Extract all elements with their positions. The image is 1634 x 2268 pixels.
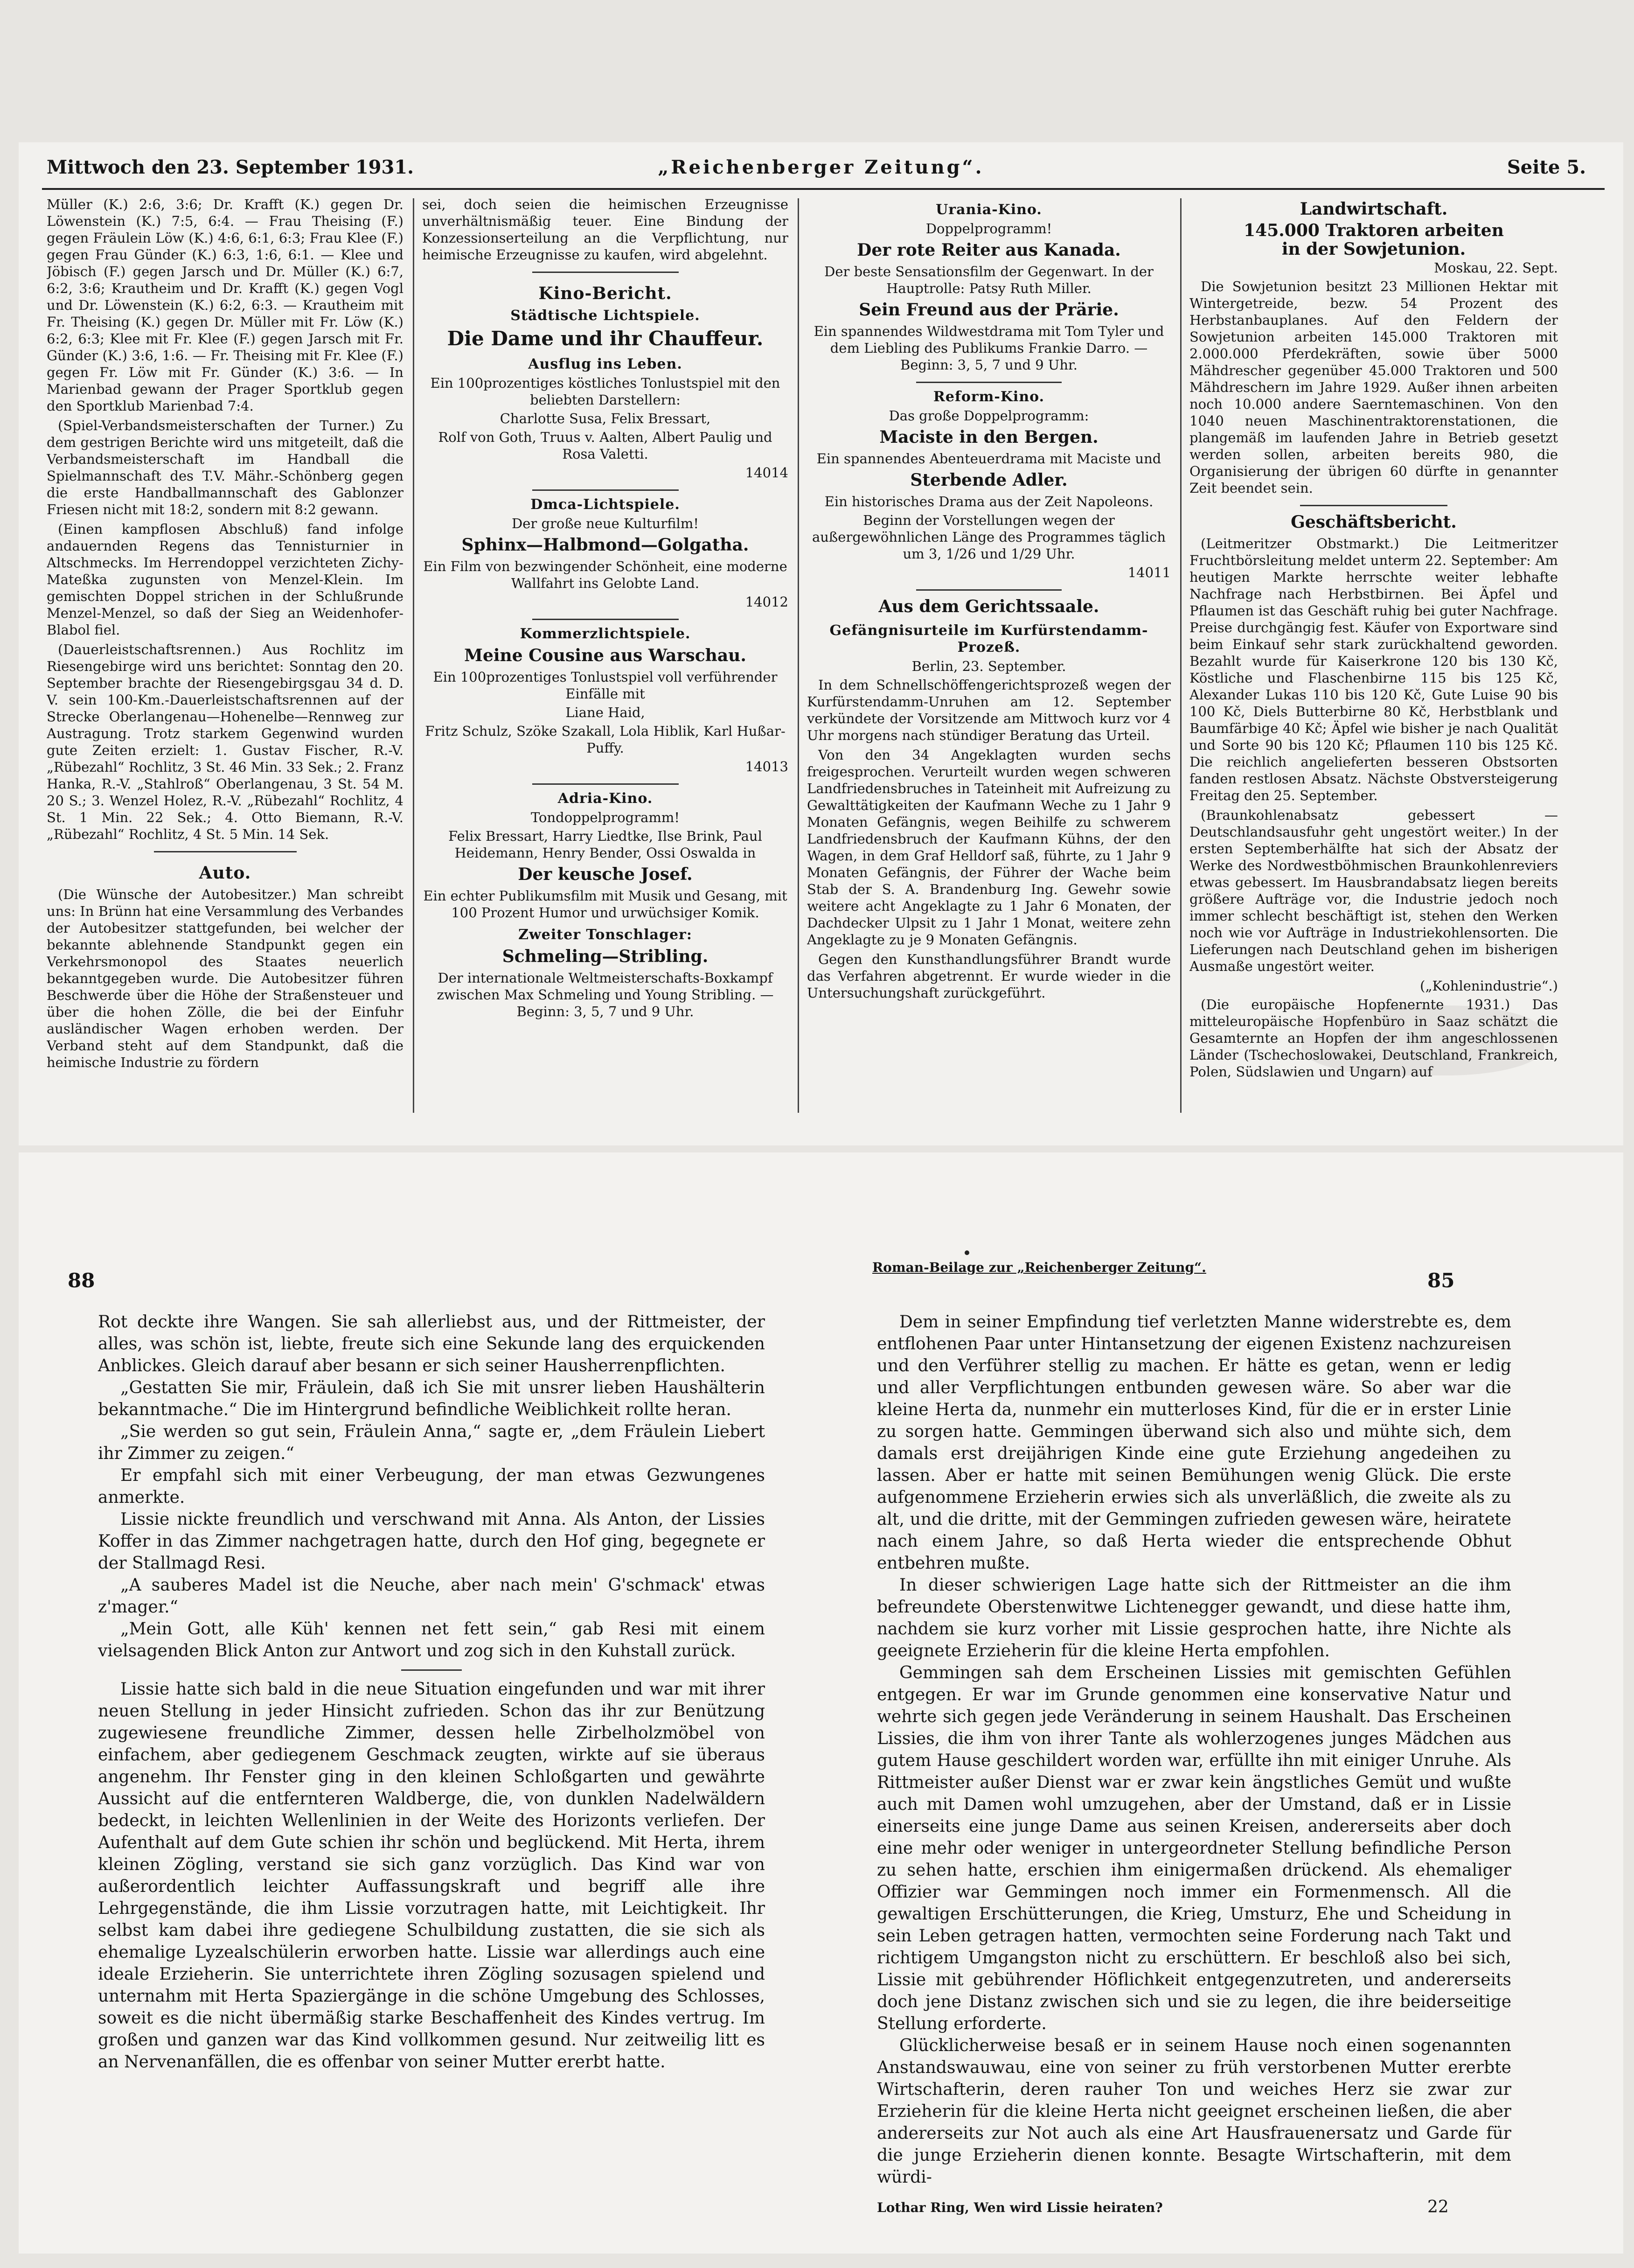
article-cycling-race: (Dauerleistschaftsrennen.) Aus Rochlitz im Riesengebirge wird uns berichtet: Sonntag den 20. September brachte der Riesengebirgsgau 34 d. D. V. sein 100-Km.-Dauerleistschaftsrennen auf der Strecke Oberlangenau—Hohenelbe—Rennweg zur Austragung. Trotz starkem Gegenwind wurden gute Zeiten erzielt: 1. Gustav Fischer, R.-V. „Rübezahl“ Rochlitz, 3 St. 46 Min. 33 Sek.; 2. Franz Hanka, R.-V. „Stahlroß“ Oberlangenau, 3 St. 54 M. 20 S.; 3. Wenzel Holez, R.-V. „Rübezahl“ Rochlitz, 4 St. 1 Min. 22 Sek.; 4. Otto Biemann, R.-V. „Rübezahl“ Rochlitz, 4 St. 5 Min. 14 Sek. xyxy=(47,642,403,842)
article-paragraph: In dem Schnellschöffengerichtsprozeß wegen der Kurfürstendamm-Unruhen am 12. September verkündete der Vorsitzende am Mittwoch kurz vor 4 Uhr morgens nach stündiger Beratung das Urteil. xyxy=(807,677,1171,743)
film-description: Ein spannendes Abenteuerdrama mit Maciste und xyxy=(816,451,1161,467)
section-rule xyxy=(532,783,679,785)
article-headline: Gefängnisurteile im Kurfürstendamm-Prozeß. xyxy=(829,622,1148,656)
ad-number: 14011 xyxy=(1127,565,1171,580)
film-title: Die Dame und ihr Chauffeur. xyxy=(447,327,764,350)
section-title-agriculture: Landwirtschaft. xyxy=(1300,199,1448,219)
print-mark xyxy=(965,1250,969,1255)
venue-adria: Adria-Kino. xyxy=(557,790,653,807)
masthead-rule xyxy=(42,188,1605,190)
film-title: Sphinx—Halbmond—Golgatha. xyxy=(461,535,749,555)
article-continuation: sei, doch seien die heimischen Erzeugnisse unverhältnismäßig teuer. Eine Bindung der Konzessionserteilung an die Verpflichtung, nur heimische Erzeugnisse zu kaufen, wird abgelehnt. xyxy=(422,196,788,263)
section-title-business: Geschäftsbericht. xyxy=(1291,512,1457,532)
film-description: Ein 100prozentiges Tonlustspiel voll verführender Einfälle mit xyxy=(433,669,778,702)
venue-staedtische: Städtische Lichtspiele. xyxy=(510,307,700,324)
novel-page-right xyxy=(877,1311,1511,2188)
section-title-kino: Kino-Bericht. xyxy=(538,284,672,303)
page-number: Seite 5. xyxy=(1507,156,1586,178)
article-handball: (Spiel-Verbandsmeisterschaften der Turner.) Zu dem gestrigen Berichte wird uns mitgeteilt, daß die Verbandsmeisterschaft im Handball die Spielmannschaft des T.V. Mähr.-Schönberg gegen die erste Handballmannschaft des Gablonzer Friesen nicht mit 18:2, sondern mit 8:2 gewann. xyxy=(47,418,403,517)
section-rule xyxy=(532,272,679,273)
article-tennis-results: Müller (K.) 2:6, 3:6; Dr. Krafft (K.) gegen Dr. Löwenstein (K.) 7:5, 6:4. — Frau Theising (F.) gegen Fräulein Löw (K.) 4:6, 6:1, 6:3; Frau Klee (F.) gegen Frau Günder (K.) 6:3, 1:6, 6:1. — Klee und Jöbisch (F.) gegen Jarsch und Dr. Müller (K.) 6:7, 6:2, 3:6; Krautheim und Dr. Krafft (K.) gegen Vogl und Dr. Löwenstein (K.) 6:2, 6:3. — Krautheim mit Fr. Theising (K.) gegen Dr. Müller mit Fr. Löw (K.) 6:2, 6:3; Klee mit Fr. Klee (F.) gegen Jarsch mit Fr. Günder (K.) 3:6, 1:6. — Fr. Theising mit Fr. Klee (F.) gegen Fr. Löw mit Fr. Günder (K.) 3:6. — In Marienbad gewann der Prager Sportklub gegen den Sportklub Marienbad 7:4. xyxy=(47,196,403,414)
venue-dmca: Dmca-Lichtspiele. xyxy=(530,496,680,513)
film-subtitle: Ausflug ins Leben. xyxy=(528,356,682,372)
section-title-court: Aus dem Gerichtssaale. xyxy=(878,597,1099,616)
supplement-header: Roman-Beilage zur „Reichenberger Zeitung“. xyxy=(872,1260,1206,1275)
newspaper-title: „Reichenberger Zeitung“. xyxy=(658,156,984,178)
film-description: Ein 100prozentiges köstliches Tonlustspiel mit den beliebten Darstellern: xyxy=(430,375,780,408)
article-tennis-tournament: (Einen kampflosen Abschluß) fand infolge andauernden Regens das Tennisturnier in Altschmecks. Im Herrendoppel verzichteten Zichy-Mateßka zugunsten von Menzel-Klein. Im gemischten Doppel strichen in der Schlußrunde Menzel-Menzel, so daß der Sieg an Weidenhofer-Blabol fiel. xyxy=(47,521,403,638)
ad-number: 14012 xyxy=(745,594,788,610)
page-number-left: 88 xyxy=(68,1269,95,1292)
film-title: Meine Cousine aus Warschau. xyxy=(464,646,746,665)
column-divider xyxy=(413,198,414,1113)
film-title: Der keusche Josef. xyxy=(518,865,693,884)
novel-paragraph: „Gestatten Sie mir, Fräulein, daß ich Sie mit unsrer lieben Haushälterin bekanntmache.“ Die im Hintergrund befindliche Weiblichkeit rollte heran. xyxy=(98,1378,765,1419)
source-tag: („Kohlenindustrie“.) xyxy=(1420,978,1558,994)
article-tractors: Die Sowjetunion besitzt 23 Millionen Hektar mit Wintergetreide, bezw. 54 Prozent des Herbstanbauplanes. Auf den Feldern der Sowjetunion arbeiten 145.000 Traktoren mit 2.000.000 Pferdekräften, sowie über 5000 Mähdrescher gegenüber 45.000 Traktoren und 500 Mähdreschern im Jahre 1929. Außer ihnen arbeiten noch 10.000 andere Saerntemaschinen. Von den 1040 neuen Maschinentraktorenstationen, die plangemäß im laufenden Jahre in Betrieb gesetzt werden sollen, arbeiten bereits 980, die Organisierung der übrigen 60 dürfte in genannter Zeit beendet sein. xyxy=(1189,279,1558,496)
film-intro: Doppelprogramm! xyxy=(925,221,1052,237)
ink-blot xyxy=(1301,1005,1544,1075)
film-cast: Felix Bressart, Harry Liedtke, Ilse Brink, Paul Heidemann, Henry Bender, Ossi Oswalda in xyxy=(448,828,762,861)
venue-kommerz: Kommerzlichtspiele. xyxy=(520,626,691,642)
article-coal: (Braunkohlenabsatz gebessert — Deutschlandsausfuhr geht ungestört weiter.) In der ersten Septemberhälfte hat sich der Absatz der Werke des Nordwestböhmischen Braunkohlenreviers etwas gebessert. Im Hausbrandabsatz liegen bereits größere Aufträge vor, die Industrie jedoch noch immer schlecht beschäftigt ist, stehen den Werken noch wie vor Aufträge in Industriekohlensorten. Die Lieferungen nach Deutschland gehen im bisherigen Ausmaße ungestört weiter. xyxy=(1189,807,1558,974)
column-divider xyxy=(798,198,799,1113)
novel-paragraph: Lissie nickte freundlich und verschwand mit Anna. Als Anton, der Lissies Koffer in das Zimmer nachgetragen hatte, durch den Hof ging, begegnete er der Stallmagd Resi. xyxy=(98,1510,765,1573)
venue-reform: Reform-Kino. xyxy=(933,389,1045,405)
film-title: Maciste in den Bergen. xyxy=(879,427,1099,447)
column-cinema xyxy=(422,196,788,1120)
film-cast: Rolf von Goth, Truus v. Aalten, Albert Paulig und Rosa Valetti. xyxy=(438,429,772,462)
novel-paragraph: Er empfahl sich mit einer Verbeugung, der man etwas Gezwungenes anmerkte. xyxy=(98,1466,765,1507)
supplement-footer: Lothar Ring, Wen wird Lissie heiraten? xyxy=(877,2200,1163,2215)
novel-paragraph: In dieser schwierigen Lage hatte sich der Rittmeister an die ihm befreundete Oberstenwitwe Lichtenegger gewandt, und diese hatte ihm, nachdem sie kurz vorher mit Lissie gesprochen hatte, ihre Nichte als geeignete Erzieherin für die kleine Herta empfohlen. xyxy=(877,1576,1511,1661)
novel-page-left xyxy=(98,1311,765,2073)
scene-break xyxy=(401,1669,462,1671)
venue-urania: Urania-Kino. xyxy=(936,202,1042,218)
novel-paragraph: Gemmingen sah dem Erscheinen Lissies mit gemischten Gefühlen entgegen. Er war im Grunde genommen eine konservative Natur und wehrte sich gegen jede Veränderung in seinem Haushalt. Das Erscheinen Lissies, die ihm von ihrer Tante als wohlerzogenes junges Mädchen aus gutem Hause geschildert worden war, erfüllte ihn mit einiger Unruhe. Als Rittmeister außer Dienst war er zwar kein ängstliches Gemüt und wußte auch mit Damen wohl umzugehen, aber der Umstand, daß er in Lissie einerseits eine junge Dame aus seinen Kreisen, andererseits aber doch eine mehr oder weniger in untergeordneter Stellung befindliche Person zu sehen hatte, erschien ihm einigermaßen drückend. Als ehemaliger Offizier war Gemmingen noch immer ein Formenmensch. All die gewaltigen Erschütterungen, die Krieg, Umsturz, Ehe und Scheidung in sein Leben getragen hatten, vermochten seine Forderung nach Takt und richtigem Umgangston nicht zu erschüttern. Er beschloß also bei sich, Lissie mit gebührender Höflichkeit entgegenzutreten, und andererseits doch jene Distanz zwischen sich und sie zu legen, die ihre beiderseitige Stellung erforderte. xyxy=(877,1663,1511,2033)
article-hops: (Die europäische Hopfenernte 1931.) Das mitteleuropäische Hopfenbüro in Saaz schätzt die Gesamternte an Hopfen der ihm angeschlossenen Länder (Tschechoslowakei, Deutschland, Frankreich, Polen, Südslawien und Ungarn) auf xyxy=(1189,997,1558,1080)
novel-paragraph: Dem in seiner Empfindung tief verletzten Manne widerstrebte es, dem entflohenen Paar unter Hintansetzung der eigenen Existenz nachzureisen und den Verführer stellig zu machen. Er hätte es getan, wenn er ledig und aller Verpflichtungen entbunden gewesen wäre. So aber war die kleine Herta da, nunmehr ein mutterloses Kind, für die er in erster Linie zu sorgen hatte. Gemmingen überwand sich also und mühte sich, dem damals erst dreijährigen Kinde eine gute Erziehung angedeihen zu lassen. Aber er hatte mit seinen Bemühungen wenig Glück. Die erste aufgenommene Erzieherin erwies sich als unverläßlich, die zweite als zu alt, und die dritte, mit der Gemmingen zufrieden gewesen wäre, heiratete nach einem Jahre, so daß Herta wieder die entsprechende Obhut entbehren mußte. xyxy=(877,1312,1511,1573)
ad-number: 14013 xyxy=(745,759,788,775)
article-autobesitzer: (Die Wünsche der Autobesitzer.) Man schreibt uns: In Brünn hat eine Versammlung des Verbandes der Autobesitzer stattgefunden, bei welcher der bekannte ablehnende Standpunkt gegen ein Verkehrsmonopol des Staates neuerlich bekanntgegeben wurde. Die Autobesitzer führen Beschwerde über die Höhe der Straßensteuer und über die hohen Zölle, die bei der Einfuhr ausländischer Wagen erhoben werden. Der Verband steht auf dem Standpunkt, daß die heimische Industrie zu fördern xyxy=(47,886,403,1070)
film-intro: Der große neue Kulturfilm! xyxy=(512,516,699,531)
film-note: Beginn der Vorstellungen wegen der außergewöhnlichen Länge des Programmes täglich um 3, 1/26 und 1/29 Uhr. xyxy=(812,512,1166,562)
film-cast: Fritz Schulz, Szöke Szakall, Lola Hiblik, Karl Hußar-Puffy. xyxy=(425,723,786,756)
section-rule xyxy=(1300,505,1447,506)
section-rule xyxy=(532,619,679,620)
film-description: Ein spannendes Wildwestdrama mit Tom Tyler und dem Liebling des Publikums Frankie Darro. — Beginn: 3, 5, 7 und 9 Uhr. xyxy=(814,323,1164,373)
article-headline: 145.000 Traktoren arbeiten xyxy=(1244,221,1504,240)
page-number-right: 85 xyxy=(1427,1269,1455,1292)
sheet-number: 22 xyxy=(1427,2198,1449,2217)
film-description: Ein echter Publikumsfilm mit Musik und Gesang, mit 100 Prozent Humor und urwüchsiger Komik. xyxy=(423,888,787,921)
film-description: Ein Film von bezwingender Schönheit, eine moderne Wallfahrt ins Gelobte Land. xyxy=(423,558,787,591)
film-title: Der rote Reiter aus Kanada. xyxy=(857,240,1121,260)
film-title: Sterbende Adler. xyxy=(910,470,1068,490)
section-rule xyxy=(916,382,1062,383)
novel-paragraph: „Sie werden so gut sein, Fräulein Anna,“ sagte er, „dem Fräulein Liebert ihr Zimmer zu zeigen.“ xyxy=(98,1422,765,1463)
column-economy xyxy=(1189,196,1558,1120)
film-cast: Charlotte Susa, Felix Bressart, xyxy=(500,411,711,426)
film-description: Ein historisches Drama aus der Zeit Napoleons. xyxy=(824,494,1154,509)
novel-paragraph: Glücklicherweise besaß er in seinem Hause noch einen sogenannten Anstandswauwau, eine von seiner zu früh verstorbenen Mutter ererbte Wirtschafterin, deren rauher Ton und weiches Herz sie zwar zur Erzieherin für die kleine Herta nicht geeignet erscheinen ließen, die aber andererseits zur Not auch als eine Art Hausfrauenersatz und Garde für die junge Erzieherin dienen konnte. Besagte Wirtschafterin, mit dem würdi- xyxy=(877,2036,1511,2187)
dateline: Moskau, 22. Sept. xyxy=(1434,260,1558,276)
newspaper-page xyxy=(19,142,1623,1145)
novel-supplement-sheet xyxy=(19,1152,1623,2254)
film-intro: Zweiter Tonschlager: xyxy=(518,927,692,943)
film-intro: Tondoppelprogramm! xyxy=(530,810,680,825)
issue-date: Mittwoch den 23. September 1931. xyxy=(47,156,414,178)
film-title: Schmeling—Stribling. xyxy=(502,947,709,966)
dateline: Berlin, 23. September. xyxy=(911,658,1066,674)
column-cinema-court xyxy=(807,196,1171,1120)
film-cast: Liane Haid, xyxy=(565,705,645,720)
film-description: Der internationale Weltmeisterschafts-Boxkampf zwischen Max Schmeling und Young Stribling. — Beginn: 3, 5, 7 und 9 Uhr. xyxy=(437,970,774,1019)
ad-number: 14014 xyxy=(745,465,788,481)
article-paragraph: Von den 34 Angeklagten wurden sechs freigesprochen. Verurteilt wurden wegen schweren Landfriedensbruches in Tateinheit mit Aufreizung zu Gewalttätigkeiten der Kaufmann Weche zu 1 Jahr 9 Monaten Gefängnis, wegen Beihilfe zu schwerem Landfriedensbruch der Kaufmann Kühns, der den Wagen, in dem Graf Helldorf saß, führte, zu 1 Jahr 9 Monaten Gefängnis, der Führer der Wache beim Stab der S. A. Brandenburg Ing. Gewehr sowie weitere acht Angeklagte zu 1 Jahr 6 Monaten, der Dachdecker Ulpsit zu 1 Jahr 1 Monat, weitere zehn Angeklagte zu je 9 Monaten Gefängnis. xyxy=(807,747,1171,948)
novel-paragraph: „A sauberes Madel ist die Neuche, aber nach mein' G'schmack' etwas z'mager.“ xyxy=(98,1576,765,1617)
column-sports xyxy=(47,196,403,1120)
article-fruit-market: (Leitmeritzer Obstmarkt.) Die Leitmeritzer Fruchtbörsleitung meldet unterm 22. September: Am heutigen Markte herrschte weiter lebhafte Nachfrage nach Herbstbirnen. Bei Äpfel und Pflaumen ist das Geschäft ruhig bei guter Nachfrage. Preise durchgängig fest. Käufer von Exportware sind beim Einkauf sehr stark zurückhaltend geworden. Bezahlt wurde für Kaiserkrone 120 bis 130 Kč, Köstliche und Flaschenbirne 115 bis 125 Kč, Alexander Lukas 110 bis 120 Kč, Gute Luise 90 bis 100 Kč, Diels Butterbirne 80 Kč, Herbstblank und Baumfärbige 40 Kč; Äpfel wie bisher je nach Qualität und Sorte 90 bis 120 Kč; Pflaumen 110 bis 125 Kč. Die reichlich angelieferten besseren Obstsorten fanden restlosen Absatz. Nächste Obstversteigerung Freitag den 25. September. xyxy=(1189,536,1558,803)
film-intro: Das große Doppelprogramm: xyxy=(889,408,1089,424)
section-title-auto: Auto. xyxy=(199,863,251,883)
section-rule xyxy=(532,489,679,491)
novel-paragraph: Rot deckte ihre Wangen. Sie sah allerliebst aus, und der Rittmeister, der alles, was schön ist, liebte, freute sich eine Sekunde lang des erquickenden Anblickes. Gleich darauf aber besann er sich seiner Hausherrenpflichten. xyxy=(98,1312,765,1375)
novel-paragraph: Lissie hatte sich bald in die neue Situation eingefunden und war mit ihrer neuen Stellung in jeder Hinsicht zufrieden. Schon das ihr zur Benützung zugewiesene freundliche Zimmer, dessen helle Zirbelholzmöbel von einfachem, aber gediegenem Geschmack zeugten, wirkte auf sie überaus angenehm. Ihr Fenster ging in den kleinen Schloßgarten und gewährte Aussicht auf die entfernteren Waldberge, die, von dunklen Nadelwäldern bedeckt, in leichten Wellenlinien in der Weite des Horizonts verliefen. Der Aufenthalt auf dem Gute schien ihr schön und beglückend. Mit Herta, ihrem kleinen Zögling, verstand sie sich ganz vorzüglich. Das Kind war von außerordentlich leichter Auffassungskraft und begriff alle ihre Lehrgegenstände, die ihm Lissie vorzutragen hatte, mit Leichtigkeit. Ihr selbst kam dabei ihre gediegene Schulbildung zustatten, die sie sich als ehemalige Lyzealschülerin erworben hatte. Lissie war allerdings auch eine ideale Erzieherin. Sie unterrichtete ihren Zögling sozusagen spielend und unternahm mit Herta Spaziergänge in die schöne Umgebung des Schlosses, soweit es die nicht übermäßig starke Beschaffenheit des Kindes vertrug. Im großen und ganzen war das Kind vollkommen gesund. Nur zeitweilig litt es an Nervenanfällen, die es offenbar von seiner Mutter ererbt hatte. xyxy=(98,1680,765,2072)
section-rule xyxy=(916,589,1062,591)
article-paragraph: Gegen den Kunsthandlungsführer Brandt wurde das Verfahren abgetrennt. Er wurde wieder in die Untersuchungshaft zurückgeführt. xyxy=(807,951,1171,1001)
film-title: Sein Freund aus der Prärie. xyxy=(859,300,1119,320)
masthead xyxy=(19,142,1623,187)
article-headline: in der Sowjetunion. xyxy=(1281,239,1466,259)
column-divider xyxy=(1180,198,1182,1113)
film-description: Der beste Sensationsfilm der Gegenwart. In der Hauptrolle: Patsy Ruth Miller. xyxy=(824,264,1154,296)
novel-paragraph: „Mein Gott, alle Küh' kennen net fett sein,“ gab Resi mit einem vielsagenden Blick Anton zur Antwort und zog sich in den Kuhstall zurück. xyxy=(98,1619,765,1661)
section-rule xyxy=(154,851,297,852)
